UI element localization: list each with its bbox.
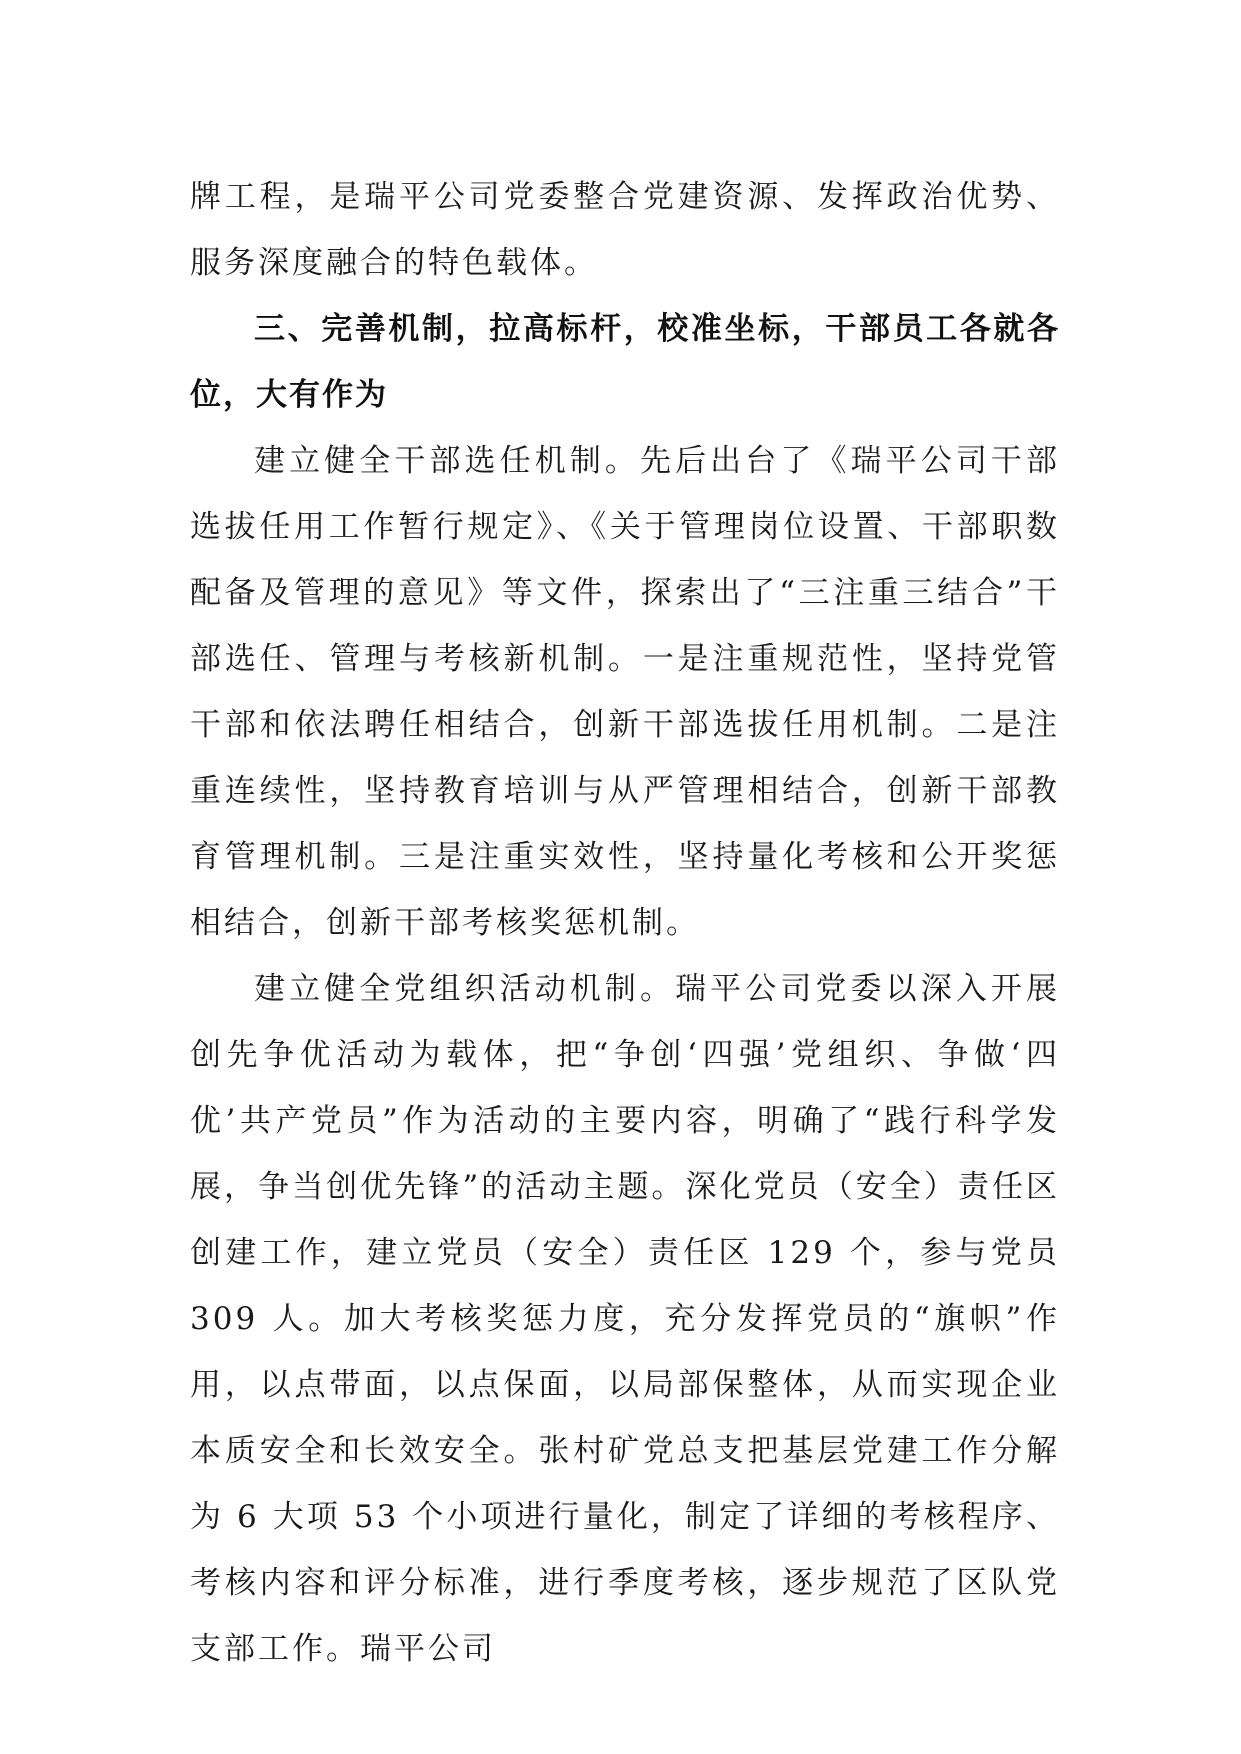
continuation-paragraph: 牌工程，是瑞平公司党委整合党建资源、发挥政治优势、服务深度融合的特色载体。: [190, 179, 1060, 281]
section-heading: 三、完善机制，拉高标杆，校准坐标，干部员工各就各位，大有作为: [190, 311, 1060, 413]
document-body: [190, 164, 1060, 1682]
body-paragraph-party-activities: 建立健全党组织活动机制。瑞平公司党委以深入开展创先争优活动为载体，把“争创‘四强’党组织、争做‘四优’共产党员”作为活动的主要内容，明确了“践行科学发展，争当创优先锋”的活动主题。深化党员（安全）责任区创建工作，建立党员（安全）责任区 129 个，参与党员 309 人。加大考核奖惩力度，充分发挥党员的“旗帜”作用，以点带面，以点保面，以局部保整体，从而实现企业本质安全和长效安全。张村矿党总支把基层党建工作分解为 6 大项 53 个小项进行量化，制定了详细的考核程序、考核内容和评分标准，进行季度考核，逐步规范了区队党支部工作。瑞平公司: [190, 971, 1060, 1667]
body-paragraph-cadre-selection: 建立健全干部选任机制。先后出台了《瑞平公司干部选拔任用工作暂行规定》、《关于管理岗位设置、干部职数配备及管理的意见》等文件，探索出了“三注重三结合”干部选任、管理与考核新机制。一是注重规范性，坚持党管干部和依法聘任相结合，创新干部选拔任用机制。二是注重连续性，坚持教育培训与从严管理相结合，创新干部教育管理机制。三是注重实效性，坚持量化考核和公开奖惩相结合，创新干部考核奖惩机制。: [190, 443, 1060, 941]
